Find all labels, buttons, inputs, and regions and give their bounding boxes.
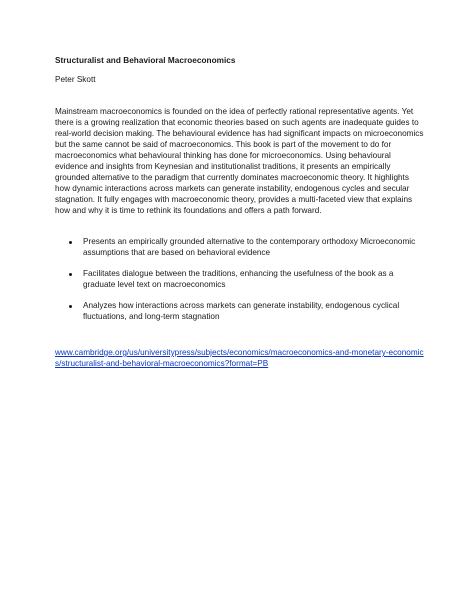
list-item-text: Analyzes how interactions across markets can generate instability, endogenous cyclical fluctuations, and long-term stagnation (83, 300, 400, 321)
list-item (55, 237, 425, 259)
document-title: Structuralist and Behavioral Macroeconomics (55, 56, 236, 65)
bullet-icon (69, 273, 72, 276)
book-url-link[interactable]: www.cambridge.org/us/universitypress/subjects/economics/macroeconomics-and-monetary-economics/structuralist-and-behavioral-macroeconomics?format=PB (55, 348, 424, 368)
document-author: Peter Skott (55, 75, 96, 84)
bullet-icon (69, 305, 72, 308)
abstract-paragraph: Mainstream macroeconomics is founded on the idea of perfectly rational representative agents. Yet there is a growing realization that economic theories based on such agents are inadequate guides to real-world decision making. The behavioural evidence has had significant impacts on microeconomics but the same cannot be said of macroeconomics. This book is part of the movement to do for macroeconomics what behavioural thinking has done for microeconomics. Using behavioural evidence and insights from Keynesian and institutionalist traditions, it presents an empirically grounded alternative to the paradigm that currently dominates macroeconomic theory. It highlights how dynamic interactions across markets can generate instability, endogenous cycles and secular stagnation. It fully engages with macroeconomic theory, provides a multi-faceted view that explains how and why it is time to rethink its foundations and offers a path forward. (55, 107, 424, 215)
feature-list (55, 237, 425, 333)
list-item (55, 269, 425, 291)
list-item-text: Facilitates dialogue between the traditions, enhancing the usefulness of the book as a graduate level text on macroeconomics (83, 268, 394, 289)
list-item (55, 301, 425, 323)
bullet-icon (69, 241, 72, 244)
list-item-text: Presents an empirically grounded alternative to the contemporary orthodoxy Microeconomic assumptions that are based on behavioral evidence (83, 237, 416, 257)
